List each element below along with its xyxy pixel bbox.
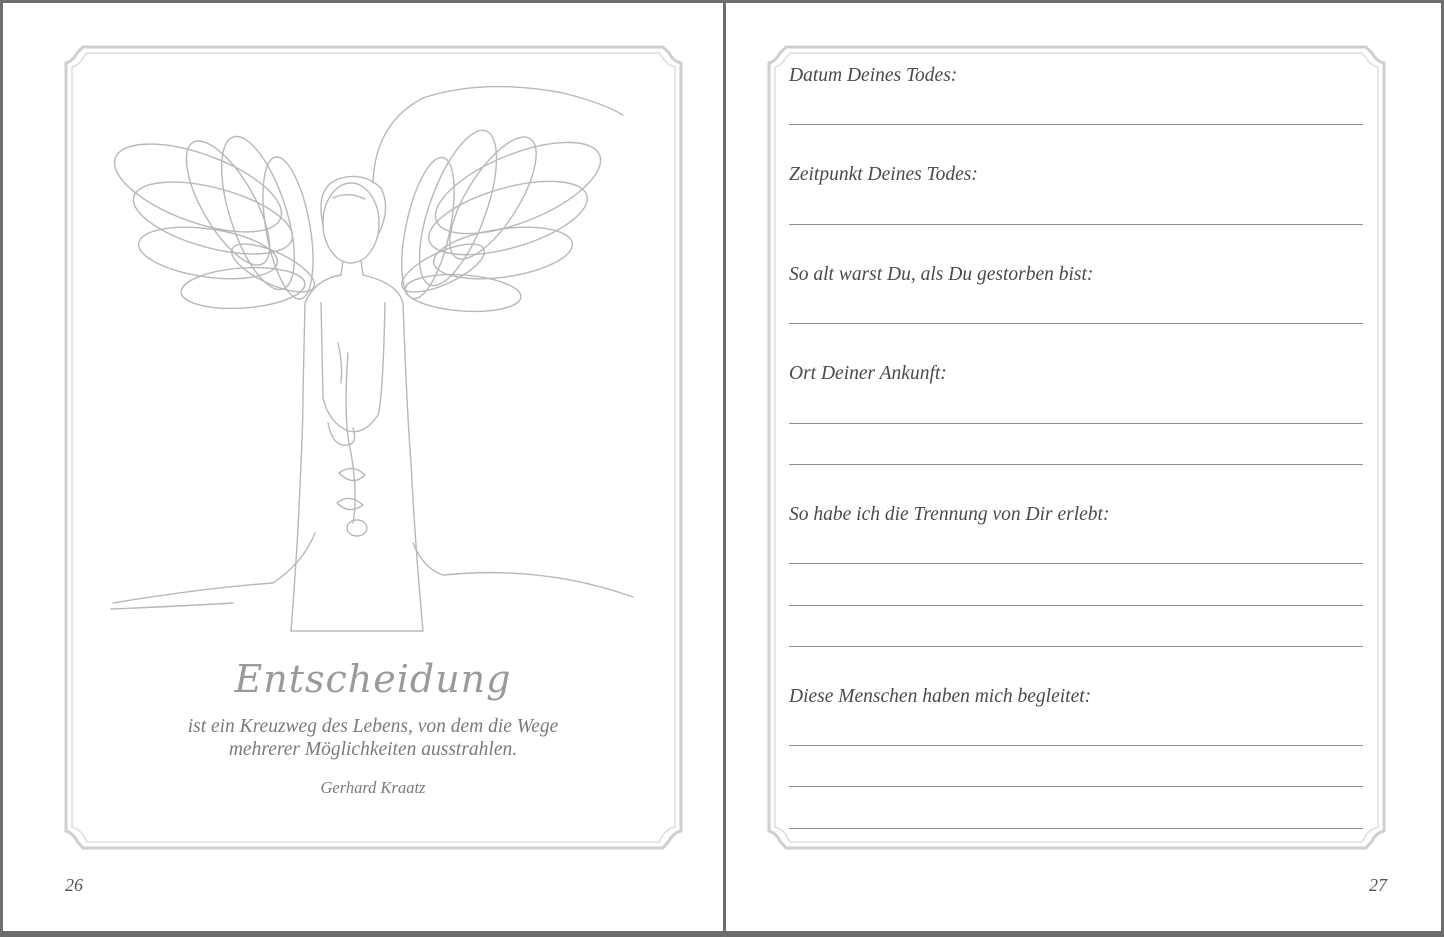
write-line[interactable] — [789, 224, 1363, 225]
write-line[interactable] — [789, 605, 1363, 606]
quote-author: Gerhard Kraatz — [320, 778, 426, 797]
right-page-frame — [726, 3, 1444, 937]
write-line[interactable] — [789, 563, 1363, 564]
page-number-left: 26 — [65, 875, 83, 895]
field-label-companions: Diese Menschen haben mich begleitet: — [789, 686, 1092, 707]
field-label-death-date: Datum Deines Todes: — [789, 65, 958, 86]
field-label-separation: So habe ich die Trennung von Dir erlebt: — [789, 504, 1110, 525]
field-label-arrival-place: Ort Deiner Ankunft: — [789, 363, 947, 384]
page-number-right: 27 — [1369, 875, 1387, 895]
quote-line: ist ein Kreuzweg des Lebens, von dem die Wege — [187, 716, 559, 737]
quote-text — [153, 715, 593, 761]
write-line[interactable] — [789, 646, 1363, 647]
right-page — [726, 3, 1444, 937]
write-line[interactable] — [789, 124, 1363, 125]
write-line[interactable] — [789, 786, 1363, 787]
left-page — [3, 3, 723, 937]
write-line[interactable] — [789, 745, 1363, 746]
quote-line: mehrerer Möglichkeiten ausstrahlen. — [228, 739, 518, 760]
field-label-death-time: Zeitpunkt Deines Todes: — [789, 164, 978, 185]
write-line[interactable] — [789, 464, 1363, 465]
write-line[interactable] — [789, 828, 1363, 829]
write-line[interactable] — [789, 423, 1363, 424]
page-title: Entscheidung — [234, 657, 512, 701]
write-line[interactable] — [789, 323, 1363, 324]
field-label-age: So alt warst Du, als Du gestorben bist: — [789, 264, 1094, 285]
